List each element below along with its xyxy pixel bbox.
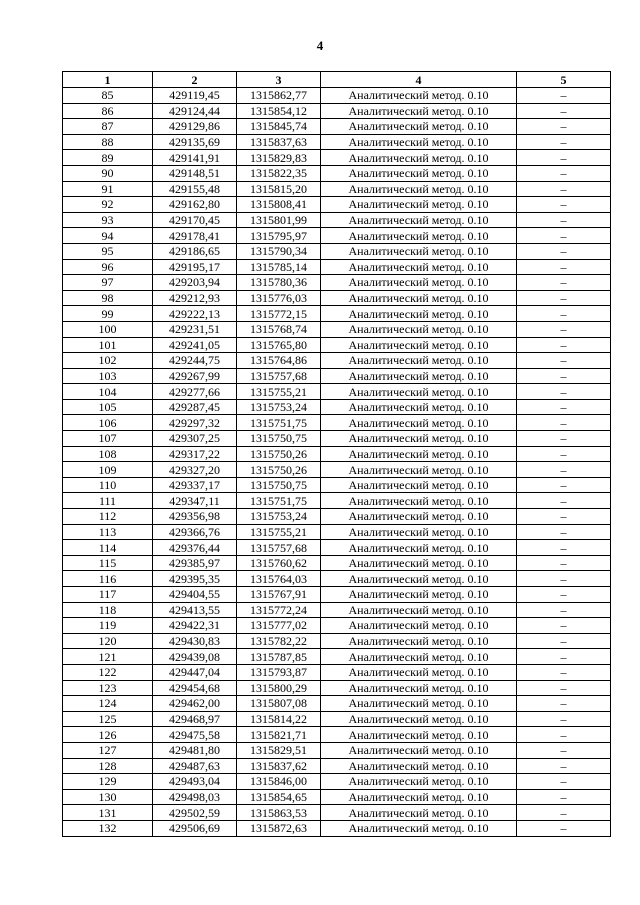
note-cell: –: [517, 119, 611, 135]
point-number-cell: 124: [63, 696, 153, 712]
table-row: [63, 555, 611, 571]
x-coordinate-cell: 429430,83: [153, 633, 237, 649]
note-cell: –: [517, 384, 611, 400]
note-cell: –: [517, 228, 611, 244]
point-number-cell: 85: [63, 88, 153, 104]
x-coordinate-cell: 429124,44: [153, 103, 237, 119]
y-coordinate-cell: 1315750,26: [237, 462, 321, 478]
method-cell: Аналитический метод. 0.10: [321, 290, 517, 306]
note-cell: –: [517, 275, 611, 291]
column-header-4: 4: [321, 72, 517, 88]
note-cell: –: [517, 774, 611, 790]
coordinates-table: [62, 71, 611, 837]
x-coordinate-cell: 429287,45: [153, 399, 237, 415]
point-number-cell: 98: [63, 290, 153, 306]
point-number-cell: 128: [63, 758, 153, 774]
table-row: [63, 540, 611, 556]
method-cell: Аналитический метод. 0.10: [321, 165, 517, 181]
note-cell: –: [517, 633, 611, 649]
x-coordinate-cell: 429447,04: [153, 664, 237, 680]
table-row: [63, 680, 611, 696]
note-cell: –: [517, 493, 611, 509]
note-cell: –: [517, 243, 611, 259]
y-coordinate-cell: 1315753,24: [237, 399, 321, 415]
note-cell: –: [517, 197, 611, 213]
note-cell: –: [517, 789, 611, 805]
y-coordinate-cell: 1315772,15: [237, 306, 321, 322]
method-cell: Аналитический метод. 0.10: [321, 477, 517, 493]
note-cell: –: [517, 742, 611, 758]
table-row: [63, 321, 611, 337]
method-cell: Аналитический метод. 0.10: [321, 805, 517, 821]
point-number-cell: 107: [63, 431, 153, 447]
y-coordinate-cell: 1315760,62: [237, 555, 321, 571]
method-cell: Аналитический метод. 0.10: [321, 321, 517, 337]
x-coordinate-cell: 429178,41: [153, 228, 237, 244]
note-cell: –: [517, 134, 611, 150]
x-coordinate-cell: 429395,35: [153, 571, 237, 587]
point-number-cell: 86: [63, 103, 153, 119]
point-number-cell: 119: [63, 618, 153, 634]
table-row: [63, 774, 611, 790]
table-row: [63, 337, 611, 353]
y-coordinate-cell: 1315755,21: [237, 384, 321, 400]
y-coordinate-cell: 1315765,80: [237, 337, 321, 353]
note-cell: –: [517, 696, 611, 712]
method-cell: Аналитический метод. 0.10: [321, 820, 517, 836]
x-coordinate-cell: 429162,80: [153, 197, 237, 213]
table-row: [63, 197, 611, 213]
note-cell: –: [517, 368, 611, 384]
table-row: [63, 509, 611, 525]
note-cell: –: [517, 602, 611, 618]
point-number-cell: 122: [63, 664, 153, 680]
table-row: [63, 493, 611, 509]
method-cell: Аналитический метод. 0.10: [321, 228, 517, 244]
point-number-cell: 115: [63, 555, 153, 571]
y-coordinate-cell: 1315757,68: [237, 540, 321, 556]
x-coordinate-cell: 429212,93: [153, 290, 237, 306]
point-number-cell: 123: [63, 680, 153, 696]
method-cell: Аналитический метод. 0.10: [321, 337, 517, 353]
table-row: [63, 384, 611, 400]
table-row: [63, 820, 611, 836]
method-cell: Аналитический метод. 0.10: [321, 197, 517, 213]
note-cell: –: [517, 337, 611, 353]
method-cell: Аналитический метод. 0.10: [321, 493, 517, 509]
y-coordinate-cell: 1315764,86: [237, 353, 321, 369]
y-coordinate-cell: 1315787,85: [237, 649, 321, 665]
point-number-cell: 111: [63, 493, 153, 509]
x-coordinate-cell: 429135,69: [153, 134, 237, 150]
table-row: [63, 368, 611, 384]
y-coordinate-cell: 1315751,75: [237, 493, 321, 509]
method-cell: Аналитический метод. 0.10: [321, 727, 517, 743]
point-number-cell: 106: [63, 415, 153, 431]
y-coordinate-cell: 1315801,99: [237, 212, 321, 228]
note-cell: –: [517, 587, 611, 603]
y-coordinate-cell: 1315829,51: [237, 742, 321, 758]
table-row: [63, 805, 611, 821]
note-cell: –: [517, 664, 611, 680]
table-row: [63, 431, 611, 447]
method-cell: Аналитический метод. 0.10: [321, 275, 517, 291]
point-number-cell: 112: [63, 509, 153, 525]
point-number-cell: 125: [63, 711, 153, 727]
note-cell: –: [517, 680, 611, 696]
note-cell: –: [517, 758, 611, 774]
method-cell: Аналитический метод. 0.10: [321, 353, 517, 369]
point-number-cell: 131: [63, 805, 153, 821]
y-coordinate-cell: 1315776,03: [237, 290, 321, 306]
point-number-cell: 97: [63, 275, 153, 291]
point-number-cell: 101: [63, 337, 153, 353]
y-coordinate-cell: 1315780,36: [237, 275, 321, 291]
point-number-cell: 90: [63, 165, 153, 181]
x-coordinate-cell: 429454,68: [153, 680, 237, 696]
method-cell: Аналитический метод. 0.10: [321, 711, 517, 727]
x-coordinate-cell: 429376,44: [153, 540, 237, 556]
table-row: [63, 275, 611, 291]
method-cell: Аналитический метод. 0.10: [321, 602, 517, 618]
x-coordinate-cell: 429141,91: [153, 150, 237, 166]
method-cell: Аналитический метод. 0.10: [321, 758, 517, 774]
x-coordinate-cell: 429307,25: [153, 431, 237, 447]
table-row: [63, 789, 611, 805]
x-coordinate-cell: 429277,66: [153, 384, 237, 400]
x-coordinate-cell: 429422,31: [153, 618, 237, 634]
note-cell: –: [517, 571, 611, 587]
method-cell: Аналитический метод. 0.10: [321, 587, 517, 603]
y-coordinate-cell: 1315862,77: [237, 88, 321, 104]
method-cell: Аналитический метод. 0.10: [321, 384, 517, 400]
method-cell: Аналитический метод. 0.10: [321, 789, 517, 805]
note-cell: –: [517, 415, 611, 431]
y-coordinate-cell: 1315854,65: [237, 789, 321, 805]
table-row: [63, 290, 611, 306]
x-coordinate-cell: 429493,04: [153, 774, 237, 790]
point-number-cell: 113: [63, 524, 153, 540]
table-row: [63, 571, 611, 587]
method-cell: Аналитический метод. 0.10: [321, 306, 517, 322]
method-cell: Аналитический метод. 0.10: [321, 150, 517, 166]
method-cell: Аналитический метод. 0.10: [321, 119, 517, 135]
point-number-cell: 100: [63, 321, 153, 337]
note-cell: –: [517, 446, 611, 462]
method-cell: Аналитический метод. 0.10: [321, 696, 517, 712]
point-number-cell: 102: [63, 353, 153, 369]
method-cell: Аналитический метод. 0.10: [321, 415, 517, 431]
table-row: [63, 259, 611, 275]
point-number-cell: 109: [63, 462, 153, 478]
x-coordinate-cell: 429297,32: [153, 415, 237, 431]
point-number-cell: 96: [63, 259, 153, 275]
method-cell: Аналитический метод. 0.10: [321, 680, 517, 696]
y-coordinate-cell: 1315793,87: [237, 664, 321, 680]
method-cell: Аналитический метод. 0.10: [321, 181, 517, 197]
x-coordinate-cell: 429475,58: [153, 727, 237, 743]
x-coordinate-cell: 429468,97: [153, 711, 237, 727]
method-cell: Аналитический метод. 0.10: [321, 555, 517, 571]
point-number-cell: 94: [63, 228, 153, 244]
table-row: [63, 727, 611, 743]
method-cell: Аналитический метод. 0.10: [321, 399, 517, 415]
y-coordinate-cell: 1315764,03: [237, 571, 321, 587]
method-cell: Аналитический метод. 0.10: [321, 509, 517, 525]
table-row: [63, 711, 611, 727]
x-coordinate-cell: 429148,51: [153, 165, 237, 181]
y-coordinate-cell: 1315755,21: [237, 524, 321, 540]
point-number-cell: 118: [63, 602, 153, 618]
x-coordinate-cell: 429502,59: [153, 805, 237, 821]
note-cell: –: [517, 727, 611, 743]
note-cell: –: [517, 306, 611, 322]
x-coordinate-cell: 429170,45: [153, 212, 237, 228]
y-coordinate-cell: 1315790,34: [237, 243, 321, 259]
point-number-cell: 91: [63, 181, 153, 197]
x-coordinate-cell: 429413,55: [153, 602, 237, 618]
point-number-cell: 129: [63, 774, 153, 790]
column-header-3: 3: [237, 72, 321, 88]
point-number-cell: 130: [63, 789, 153, 805]
point-number-cell: 88: [63, 134, 153, 150]
note-cell: –: [517, 524, 611, 540]
method-cell: Аналитический метод. 0.10: [321, 134, 517, 150]
table-row: [63, 181, 611, 197]
method-cell: Аналитический метод. 0.10: [321, 462, 517, 478]
note-cell: –: [517, 165, 611, 181]
method-cell: Аналитический метод. 0.10: [321, 431, 517, 447]
x-coordinate-cell: 429498,03: [153, 789, 237, 805]
table-row: [63, 103, 611, 119]
note-cell: –: [517, 259, 611, 275]
table-row: [63, 633, 611, 649]
y-coordinate-cell: 1315822,35: [237, 165, 321, 181]
method-cell: Аналитический метод. 0.10: [321, 742, 517, 758]
x-coordinate-cell: 429385,97: [153, 555, 237, 571]
table-body: [63, 88, 611, 837]
x-coordinate-cell: 429337,17: [153, 477, 237, 493]
method-cell: Аналитический метод. 0.10: [321, 633, 517, 649]
note-cell: –: [517, 181, 611, 197]
point-number-cell: 110: [63, 477, 153, 493]
note-cell: –: [517, 555, 611, 571]
y-coordinate-cell: 1315768,74: [237, 321, 321, 337]
point-number-cell: 103: [63, 368, 153, 384]
point-number-cell: 104: [63, 384, 153, 400]
method-cell: Аналитический метод. 0.10: [321, 618, 517, 634]
x-coordinate-cell: 429356,98: [153, 509, 237, 525]
note-cell: –: [517, 711, 611, 727]
point-number-cell: 117: [63, 587, 153, 603]
method-cell: Аналитический метод. 0.10: [321, 259, 517, 275]
x-coordinate-cell: 429481,80: [153, 742, 237, 758]
x-coordinate-cell: 429317,22: [153, 446, 237, 462]
note-cell: –: [517, 290, 611, 306]
note-cell: –: [517, 399, 611, 415]
point-number-cell: 89: [63, 150, 153, 166]
method-cell: Аналитический метод. 0.10: [321, 243, 517, 259]
y-coordinate-cell: 1315767,91: [237, 587, 321, 603]
note-cell: –: [517, 462, 611, 478]
method-cell: Аналитический метод. 0.10: [321, 774, 517, 790]
y-coordinate-cell: 1315837,62: [237, 758, 321, 774]
x-coordinate-cell: 429186,65: [153, 243, 237, 259]
table-row: [63, 243, 611, 259]
method-cell: Аналитический метод. 0.10: [321, 103, 517, 119]
note-cell: –: [517, 353, 611, 369]
x-coordinate-cell: 429462,00: [153, 696, 237, 712]
y-coordinate-cell: 1315846,00: [237, 774, 321, 790]
method-cell: Аналитический метод. 0.10: [321, 524, 517, 540]
note-cell: –: [517, 321, 611, 337]
y-coordinate-cell: 1315845,74: [237, 119, 321, 135]
table-row: [63, 88, 611, 104]
y-coordinate-cell: 1315814,22: [237, 711, 321, 727]
table-row: [63, 165, 611, 181]
point-number-cell: 114: [63, 540, 153, 556]
y-coordinate-cell: 1315829,83: [237, 150, 321, 166]
x-coordinate-cell: 429404,55: [153, 587, 237, 603]
x-coordinate-cell: 429241,05: [153, 337, 237, 353]
table-row: [63, 649, 611, 665]
point-number-cell: 87: [63, 119, 153, 135]
point-number-cell: 132: [63, 820, 153, 836]
y-coordinate-cell: 1315772,24: [237, 602, 321, 618]
method-cell: Аналитический метод. 0.10: [321, 540, 517, 556]
point-number-cell: 108: [63, 446, 153, 462]
table-row: [63, 306, 611, 322]
point-number-cell: 127: [63, 742, 153, 758]
note-cell: –: [517, 150, 611, 166]
x-coordinate-cell: 429347,11: [153, 493, 237, 509]
method-cell: Аналитический метод. 0.10: [321, 571, 517, 587]
point-number-cell: 126: [63, 727, 153, 743]
point-number-cell: 99: [63, 306, 153, 322]
x-coordinate-cell: 429506,69: [153, 820, 237, 836]
table-row: [63, 399, 611, 415]
note-cell: –: [517, 649, 611, 665]
point-number-cell: 116: [63, 571, 153, 587]
table-row: [63, 353, 611, 369]
table-row: [63, 602, 611, 618]
column-header-5: 5: [517, 72, 611, 88]
table-row: [63, 477, 611, 493]
table-header-row: [63, 72, 611, 88]
x-coordinate-cell: 429327,20: [153, 462, 237, 478]
y-coordinate-cell: 1315821,71: [237, 727, 321, 743]
x-coordinate-cell: 429222,13: [153, 306, 237, 322]
point-number-cell: 93: [63, 212, 153, 228]
y-coordinate-cell: 1315777,02: [237, 618, 321, 634]
table-row: [63, 446, 611, 462]
note-cell: –: [517, 540, 611, 556]
y-coordinate-cell: 1315815,20: [237, 181, 321, 197]
point-number-cell: 120: [63, 633, 153, 649]
y-coordinate-cell: 1315863,53: [237, 805, 321, 821]
table-row: [63, 696, 611, 712]
table-row: [63, 587, 611, 603]
method-cell: Аналитический метод. 0.10: [321, 446, 517, 462]
page-number: 4: [316, 38, 324, 53]
y-coordinate-cell: 1315800,29: [237, 680, 321, 696]
x-coordinate-cell: 429366,76: [153, 524, 237, 540]
method-cell: Аналитический метод. 0.10: [321, 212, 517, 228]
point-number-cell: 95: [63, 243, 153, 259]
table-row: [63, 664, 611, 680]
table-row: [63, 212, 611, 228]
x-coordinate-cell: 429244,75: [153, 353, 237, 369]
table-row: [63, 228, 611, 244]
y-coordinate-cell: 1315785,14: [237, 259, 321, 275]
note-cell: –: [517, 805, 611, 821]
x-coordinate-cell: 429439,08: [153, 649, 237, 665]
note-cell: –: [517, 509, 611, 525]
y-coordinate-cell: 1315872,63: [237, 820, 321, 836]
y-coordinate-cell: 1315837,63: [237, 134, 321, 150]
column-header-2: 2: [153, 72, 237, 88]
table-row: [63, 119, 611, 135]
x-coordinate-cell: 429267,99: [153, 368, 237, 384]
table-row: [63, 618, 611, 634]
x-coordinate-cell: 429129,86: [153, 119, 237, 135]
x-coordinate-cell: 429487,63: [153, 758, 237, 774]
note-cell: –: [517, 212, 611, 228]
note-cell: –: [517, 103, 611, 119]
y-coordinate-cell: 1315750,75: [237, 477, 321, 493]
point-number-cell: 105: [63, 399, 153, 415]
table-row: [63, 758, 611, 774]
method-cell: Аналитический метод. 0.10: [321, 649, 517, 665]
method-cell: Аналитический метод. 0.10: [321, 664, 517, 680]
note-cell: –: [517, 618, 611, 634]
note-cell: –: [517, 431, 611, 447]
note-cell: –: [517, 88, 611, 104]
y-coordinate-cell: 1315751,75: [237, 415, 321, 431]
x-coordinate-cell: 429203,94: [153, 275, 237, 291]
x-coordinate-cell: 429195,17: [153, 259, 237, 275]
x-coordinate-cell: 429155,48: [153, 181, 237, 197]
column-header-1: 1: [63, 72, 153, 88]
y-coordinate-cell: 1315854,12: [237, 103, 321, 119]
y-coordinate-cell: 1315757,68: [237, 368, 321, 384]
y-coordinate-cell: 1315807,08: [237, 696, 321, 712]
x-coordinate-cell: 429119,45: [153, 88, 237, 104]
y-coordinate-cell: 1315750,75: [237, 431, 321, 447]
table-row: [63, 524, 611, 540]
table-row: [63, 462, 611, 478]
table-row: [63, 742, 611, 758]
note-cell: –: [517, 820, 611, 836]
x-coordinate-cell: 429231,51: [153, 321, 237, 337]
note-cell: –: [517, 477, 611, 493]
y-coordinate-cell: 1315753,24: [237, 509, 321, 525]
point-number-cell: 121: [63, 649, 153, 665]
method-cell: Аналитический метод. 0.10: [321, 88, 517, 104]
y-coordinate-cell: 1315750,26: [237, 446, 321, 462]
table-row: [63, 150, 611, 166]
table-row: [63, 415, 611, 431]
point-number-cell: 92: [63, 197, 153, 213]
table-row: [63, 134, 611, 150]
y-coordinate-cell: 1315782,22: [237, 633, 321, 649]
y-coordinate-cell: 1315795,97: [237, 228, 321, 244]
method-cell: Аналитический метод. 0.10: [321, 368, 517, 384]
y-coordinate-cell: 1315808,41: [237, 197, 321, 213]
